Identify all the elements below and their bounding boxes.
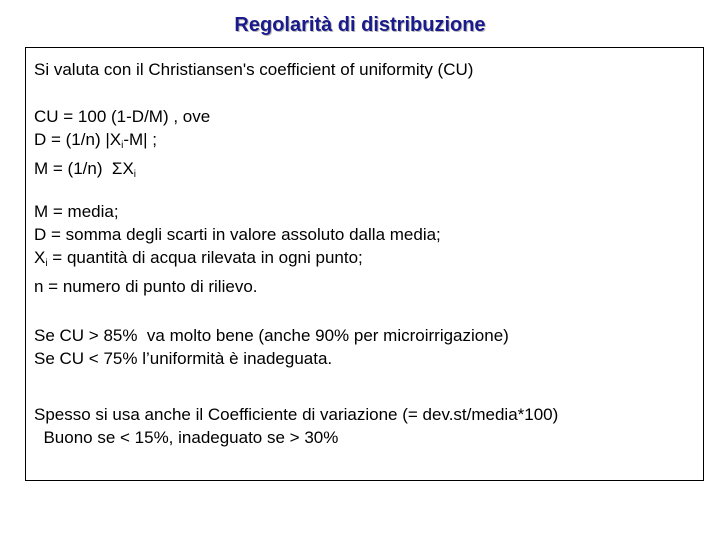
formula-block [34,105,210,186]
cu-formula: CU = 100 (1-D/M) , ove [34,107,211,126]
thresholds-block [34,324,509,370]
d-formula [34,128,210,157]
m-formula-subscript: i [133,169,137,180]
d-definition: D = somma degli scarti in valore assoluto dalla media; [34,225,441,244]
n-definition: n = numero di punto di rilievo. [34,277,258,296]
definitions-block [34,200,441,298]
variation-line-2: Buono se < 15%, inadeguato se > 30% [34,428,339,447]
page-title: Regolarità di distribuzione [234,14,486,36]
m-formula-prefix: M = (1/n) ΣX [34,159,134,178]
variation-block [34,403,558,449]
variation-line-1: Spesso si usa anche il Coefficiente di variazione (= dev.st/media*100) [34,405,559,424]
threshold-bad: Se CU < 75% l’uniformità è inadeguata. [34,349,333,368]
d-formula-subscript: i [121,140,124,151]
d-formula-prefix: D = (1/n) |X [34,130,122,149]
m-definition: M = media; [34,202,119,221]
content-box [25,47,704,481]
d-formula-suffix: -M| ; [123,130,158,149]
x-definition-subscript: i [45,258,48,269]
intro-text: Si valuta con il Christiansen's coefficient of uniformity (CU) [34,60,474,79]
intro-paragraph [34,58,473,81]
m-formula [34,157,210,186]
threshold-good: Se CU > 85% va molto bene (anche 90% per microirrigazione) [34,326,509,345]
x-definition-prefix: X [34,248,46,267]
x-definition [34,246,441,275]
x-definition-suffix: = quantità di acqua rilevata in ogni punto; [47,248,363,267]
